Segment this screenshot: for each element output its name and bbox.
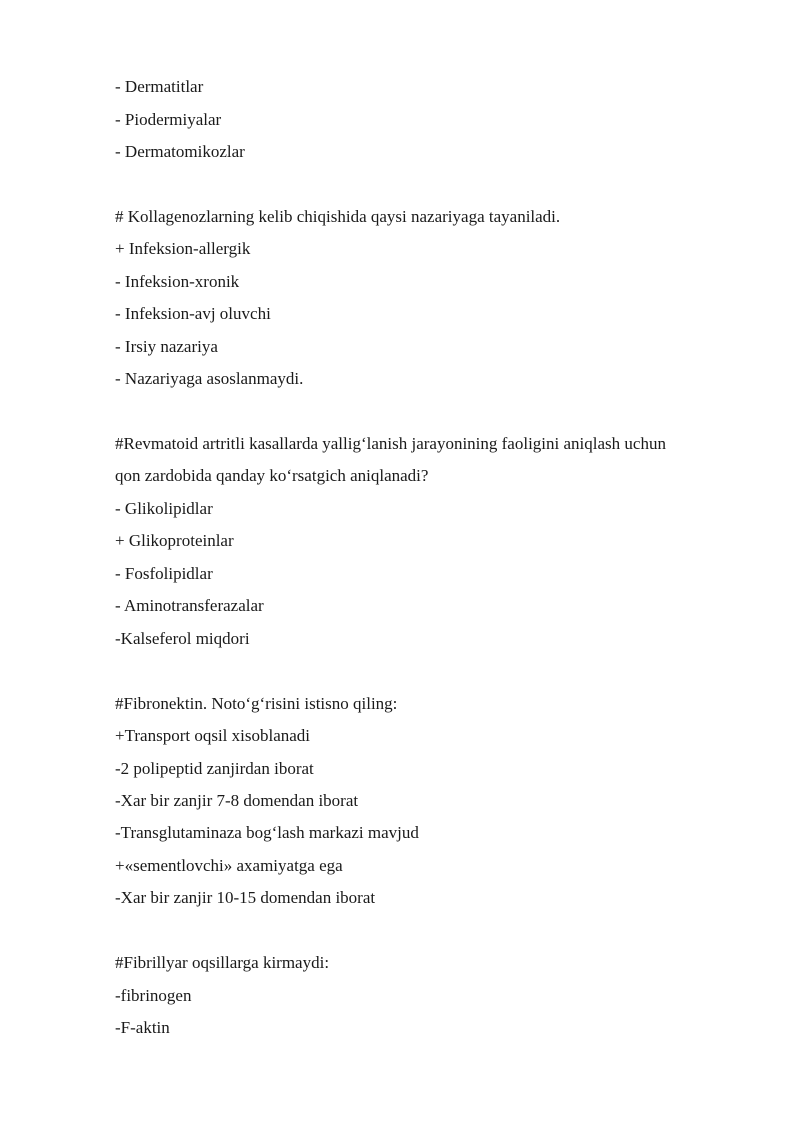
answer-option: -F-aktin bbox=[115, 1018, 170, 1037]
answer-option-correct: + Infeksion-allergik bbox=[115, 239, 251, 258]
answer-option: -2 polipeptid zanjirdan iborat bbox=[115, 759, 314, 778]
answer-option: - Piodermiyalar bbox=[115, 110, 222, 129]
answer-option: - Dermatomikozlar bbox=[115, 142, 245, 161]
question-heading: # Kollagenozlarning kelib chiqishida qaysi nazariyaga tayaniladi. bbox=[115, 207, 561, 226]
answer-option: - Nazariyaga asoslanmaydi. bbox=[115, 369, 304, 388]
question-heading: #Revmatoid artritli kasallarda yallig‘lanish jarayonining faoligini aniqlash uchun bbox=[115, 434, 666, 453]
answer-option: -Xar bir zanjir 7-8 domendan iborat bbox=[115, 791, 359, 810]
answer-option: - Infeksion-avj oluvchi bbox=[115, 304, 271, 323]
question-heading: #Fibrillyar oqsillarga kirmaydi: bbox=[115, 953, 330, 972]
answer-option: - Dermatitlar bbox=[115, 77, 204, 96]
answer-option: - Infeksion-xronik bbox=[115, 272, 240, 291]
answer-option: -fibrinogen bbox=[115, 986, 192, 1005]
question-heading: #Fibronektin. Noto‘g‘risini istisno qiling: bbox=[115, 694, 398, 713]
answer-option: -Xar bir zanjir 10-15 domendan iborat bbox=[115, 888, 376, 907]
answer-option: - Irsiy nazariya bbox=[115, 337, 218, 356]
answer-option: - Glikolipidlar bbox=[115, 499, 213, 518]
answer-option-correct: +Transport oqsil xisoblanadi bbox=[115, 726, 311, 745]
answer-option-correct: + Glikoproteinlar bbox=[115, 531, 234, 550]
answer-option: - Fosfolipidlar bbox=[115, 564, 213, 583]
answer-option: - Aminotransferazalar bbox=[115, 596, 264, 615]
answer-option: -Transglutaminaza bog‘lash markazi mavjud bbox=[115, 823, 419, 842]
answer-option: -Kalseferol miqdori bbox=[115, 629, 250, 648]
answer-option-correct: +«sementlovchi» axamiyatga ega bbox=[115, 856, 343, 875]
question-heading-continued: qon zardobida qanday ko‘rsatgich aniqlanadi? bbox=[115, 466, 429, 485]
